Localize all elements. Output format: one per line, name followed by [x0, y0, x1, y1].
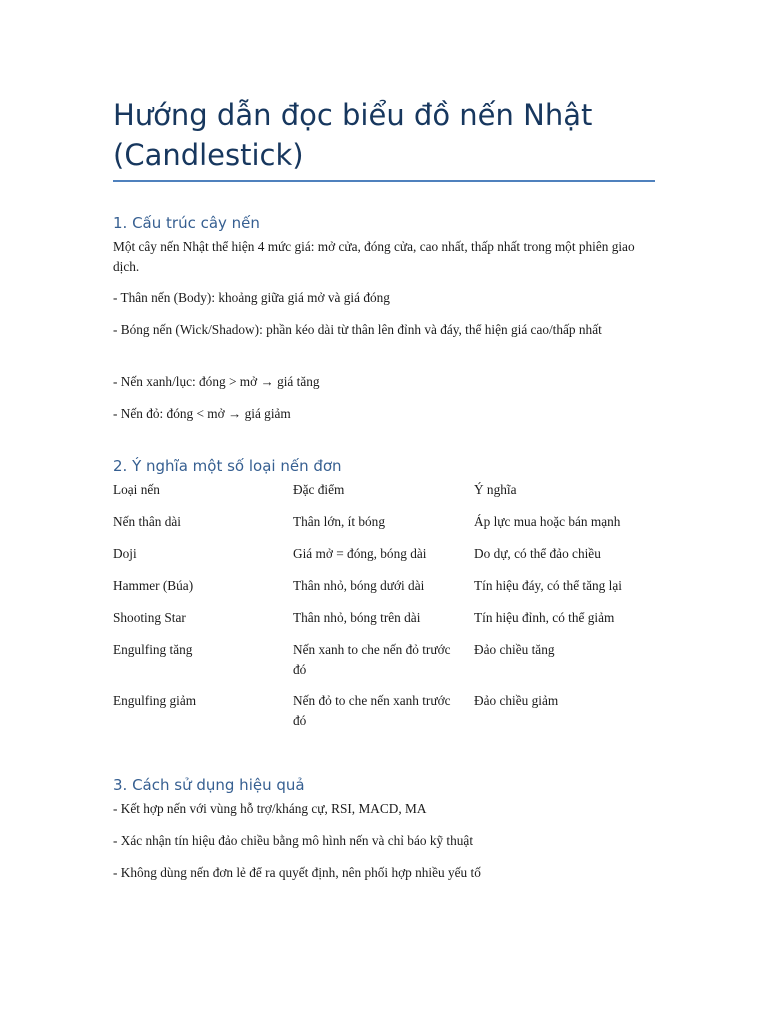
table-cell: Thân lớn, ít bóng: [293, 514, 385, 529]
usage-bullet: - Xác nhận tín hiệu đảo chiều bằng mô hình nến và chỉ báo kỹ thuật: [113, 833, 474, 848]
table-cell: Thân nhỏ, bóng dưới dài: [293, 578, 425, 593]
table-header-meaning: Ý nghĩa: [474, 482, 517, 497]
section-1-intro: Một cây nến Nhật thể hiện 4 mức giá: mở cửa, đóng cửa, cao nhất, thấp nhất trong một phiên giao dịch.: [113, 239, 635, 274]
table-cell: Tín hiệu đỉnh, có thể giảm: [474, 610, 615, 625]
bullet-green-candle: - Nến xanh/lục: đóng > mở → giá tăng: [113, 374, 320, 389]
table-cell: Shooting Star: [113, 610, 186, 625]
table-cell: Nến xanh to che nến đỏ trước đó: [293, 642, 451, 677]
section-3-heading: 3. Cách sử dụng hiệu quả: [113, 776, 305, 794]
title-underline: [113, 180, 655, 182]
table-cell: Engulfing tăng: [113, 642, 193, 657]
bullet-body: - Thân nến (Body): khoảng giữa giá mở và giá đóng: [113, 290, 390, 305]
table-cell: Do dự, có thể đảo chiều: [474, 546, 601, 561]
table-cell: Nến đỏ to che nến xanh trước đó: [293, 693, 451, 728]
table-cell: Thân nhỏ, bóng trên dài: [293, 610, 421, 625]
document-title: Hướng dẫn đọc biểu đồ nến Nhật (Candlestick): [113, 98, 593, 172]
table-cell: Đảo chiều tăng: [474, 642, 555, 657]
table-cell: Engulfing giảm: [113, 693, 197, 708]
table-cell: Đảo chiều giảm: [474, 693, 559, 708]
section-1-heading: 1. Cấu trúc cây nến: [113, 214, 260, 232]
table-cell: Giá mở = đóng, bóng dài: [293, 546, 427, 561]
table-header-type: Loại nến: [113, 482, 160, 497]
usage-bullet: - Không dùng nến đơn lẻ để ra quyết định, nên phối hợp nhiều yếu tố: [113, 865, 481, 880]
section-2-heading: 2. Ý nghĩa một số loại nến đơn: [113, 457, 342, 475]
bullet-wick: - Bóng nến (Wick/Shadow): phần kéo dài từ thân lên đỉnh và đáy, thể hiện giá cao/thấp nhất: [113, 322, 602, 337]
bullet-red-candle: - Nến đỏ: đóng < mở → giá giảm: [113, 406, 291, 421]
usage-bullet: - Kết hợp nến với vùng hỗ trợ/kháng cự, RSI, MACD, MA: [113, 801, 427, 816]
table-header-features: Đặc điểm: [293, 482, 345, 497]
table-cell: Tín hiệu đáy, có thể tăng lại: [474, 578, 622, 593]
table-cell: Nến thân dài: [113, 514, 181, 529]
table-cell: Hammer (Búa): [113, 578, 194, 593]
table-cell: Áp lực mua hoặc bán mạnh: [474, 514, 621, 529]
table-cell: Doji: [113, 546, 137, 561]
